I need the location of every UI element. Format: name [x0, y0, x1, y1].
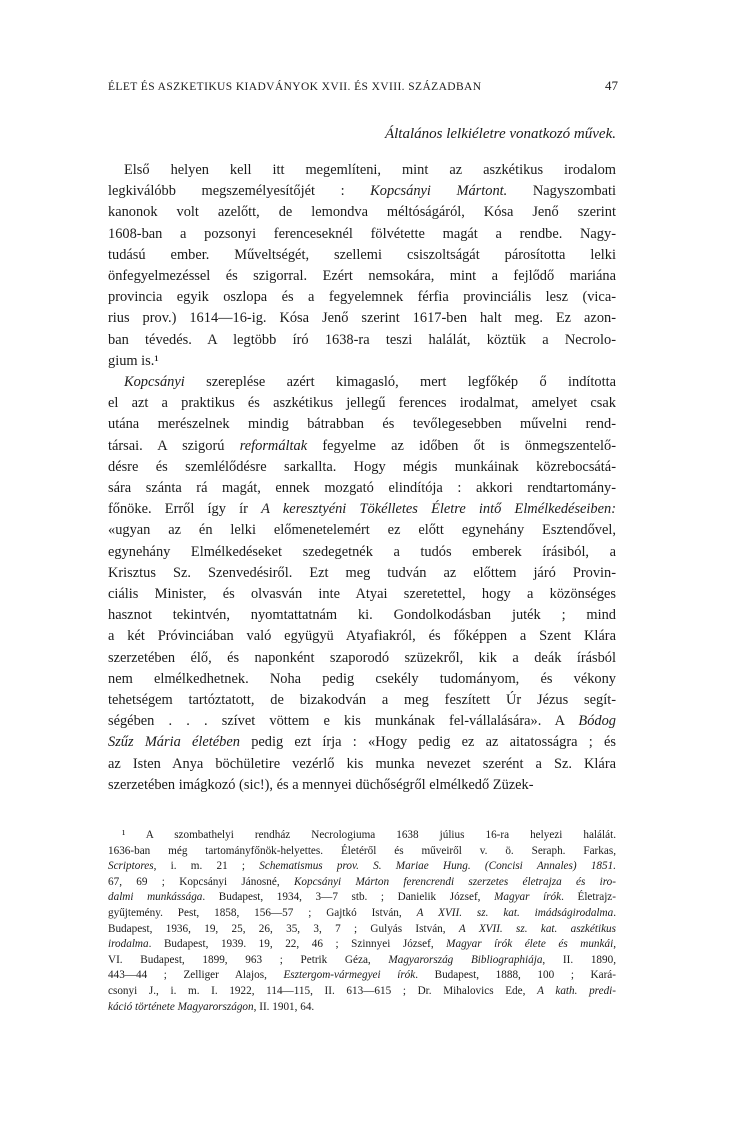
body-line [108, 563, 616, 584]
text-run: a két Próvinciában való együgyü Atyafiakról, és főképpen a Szent Klára [108, 628, 616, 645]
text-run: . Életrajz- [561, 891, 616, 904]
text-run: 443—44 ; Zelliger Alajos, [108, 969, 284, 982]
body-line [108, 436, 616, 457]
text-run: , [613, 938, 616, 951]
footnotes [108, 828, 616, 1015]
text-run: az Isten Anya böchületire vezérlő kis munka nevezet szerént a Sz. Klára [108, 755, 616, 772]
body-line [108, 605, 616, 626]
footnote-line [108, 922, 616, 938]
text-run: utána merészelnek mindig bátrabban és tevőlegesebben művelni rend- [108, 416, 616, 433]
italic-text: reformáltak [239, 437, 308, 454]
body-line [108, 457, 616, 478]
italic-text: Scriptores [108, 860, 154, 873]
italic-text: Kopcsányi Mártont. [370, 183, 508, 200]
italic-text: Schematismus prov. S. Mariae Hung. (Concisi Annales) 1851. [259, 860, 617, 873]
text-run: szerzetében imágkozó (sic!), és a mennyei düchőségről elmélkedő Züzek- [108, 776, 534, 793]
text-run: kanonok volt azelőtt, de lemondva méltóságáról, Kósa Jenő szerint [108, 204, 616, 221]
text-run: . [613, 906, 616, 919]
text-run: ¹ A szombathelyi rendház Necrologiuma 1638 július 16-ra helyezi halálát. [122, 829, 616, 841]
body-line [108, 160, 616, 181]
body-line [108, 181, 616, 202]
body-line [108, 520, 616, 541]
footnote-line [108, 875, 616, 891]
body-line [108, 669, 616, 690]
text-run: ban tévedés. A legtöbb író 1638-ra teszi halálát, köztük a Necrolo- [108, 331, 616, 348]
footnote-line [108, 859, 616, 875]
body-line [108, 711, 616, 732]
body-line [108, 202, 616, 223]
text-run: ségében . . . szívet vöttem e kis munkának fel-vállalására». A [108, 713, 579, 730]
body-line [108, 690, 616, 711]
body-text [108, 160, 616, 796]
body-line [108, 351, 616, 372]
text-run: el azt a praktikus és aszkétikus jellegű ferences irodalmat, amelyet csak [108, 395, 616, 412]
text-run: nem elmélkedhetnek. Noha pedig csekély tudományom, és vékony [108, 670, 616, 687]
text-run: ciális Minister, és olvasván inte Atyai szeretettel, hogy a közönséges [108, 586, 616, 603]
body-line [108, 393, 616, 414]
body-line [108, 330, 616, 351]
text-run: désre és szemlélődésre sarkallta. Hogy mégis munkáinak közrebocsátá- [108, 458, 616, 475]
running-head [108, 78, 618, 94]
text-run: Budapest, 1936, 19, 25, 26, 35, 3, 7 ; Gulyás István, [108, 922, 459, 935]
body-line [108, 266, 616, 287]
body-line [108, 626, 616, 647]
italic-text: dalmi munkássága [108, 891, 203, 904]
body-line [108, 245, 616, 266]
text-run: 67, 69 ; Kopcsányi Jánosné, [108, 875, 294, 888]
body-line [108, 287, 616, 308]
text-run: egynehány Elmélkedéseket szedegetnék a tudós emberek írásiból, a [108, 543, 616, 560]
text-run: gium is.¹ [108, 352, 159, 369]
text-run: VI. Budapest, 1899, 963 ; Petrik Géza, [108, 953, 389, 966]
body-line [108, 499, 616, 520]
text-run: tehetségem tartóztatott, de bizakodván a meg feszített Úr Jézus segít- [108, 692, 616, 709]
italic-text: Esztergom-vármegyei írók [283, 969, 416, 982]
text-run: rius prov.) 1614—16-ig. Kósa Jenő szerint 1617-ben halt meg. Ez azon- [108, 310, 616, 327]
text-run: szerzetében élő, és naponként szaporodó szüzekről, kik a deák írásból [108, 649, 616, 666]
body-line [108, 584, 616, 605]
italic-text: Magyarország Bibliographiája [388, 953, 543, 966]
body-line [108, 478, 616, 499]
text-run: . Budapest, 1934, 3—7 stb. ; Danielik József, [202, 891, 495, 904]
italic-text: A keresztyéni Tökélletes Életre intő Elmélkedéseiben: [261, 501, 617, 518]
body-line [108, 754, 616, 775]
footnote-line [108, 968, 616, 984]
text-run: legkiválóbb megszemélyesítőjét : [108, 183, 371, 200]
italic-text: irodalma [108, 938, 149, 951]
italic-text: A XVII. sz. kat. aszkétikus [458, 922, 616, 935]
italic-text: Magyar írók élete és munkái [446, 938, 614, 951]
text-run: sára szánta rá magát, ennek mozgató elindítója : akkori rendtartomány- [108, 480, 616, 497]
text-run: , i. m. 21 ; [153, 860, 260, 873]
text-run: . Budapest, 1939. 19, 22, 46 ; Szinnyei József, [148, 938, 447, 951]
body-line [108, 732, 616, 753]
text-run: provincia egyik oszlopa és a fegyelemnek férfia provinciális lesz (vica- [108, 289, 616, 306]
italic-text: Kopcsányi Márton ferencrendi szerzetes életrajza és iro- [293, 875, 616, 888]
footnote-line [108, 1000, 616, 1016]
body-line [108, 542, 616, 563]
body-line [108, 308, 616, 329]
text-run: önfegyelmezéssel és szigorral. Ezért nemsokára, mint a fejlődő mariána [108, 268, 616, 285]
text-run: . Budapest, 1888, 100 ; Kará- [415, 969, 616, 982]
text-run: pedig ezt írja : «Hogy pedig ez az aitatosságra ; és [239, 734, 616, 751]
footnote-line [108, 890, 616, 906]
page-number: 47 [605, 78, 618, 93]
footnote-line [108, 844, 616, 860]
text-run: tudású ember. Műveltségét, szellemi csiszoltságát párosította lelki [108, 246, 616, 263]
footnote-line [108, 906, 616, 922]
text-run: gyűjtemény. Pest, 1858, 156—57 ; Gajtkó István, [108, 906, 417, 919]
text-run: fegyelme az időben őt is önmegszentelő- [307, 437, 616, 454]
body-line [108, 414, 616, 435]
text-run: Első helyen kell itt megemlíteni, mint az aszkétikus irodalom [124, 162, 616, 178]
italic-text: káció története Magyarországon [108, 1000, 254, 1013]
italic-text: A XVII. sz. kat. imádságirodalma [416, 906, 614, 919]
text-run: 1636-ban még tartományfőnök-helyettes. Életéről és műveiről v. ö. Seraph. Farkas, [108, 844, 616, 857]
text-run: főnöke. Erről így ír [108, 501, 262, 518]
text-run: Nagyszombati [507, 183, 616, 200]
footnote-line [108, 937, 616, 953]
running-title: ÉLET ÉS ASZKETIKUS KIADVÁNYOK XVII. ÉS XVIII. SZÁZADBAN [108, 81, 482, 93]
footnote-line [108, 828, 616, 844]
text-run: csonyi J., i. m. I. 1922, 114—115, II. 613—615 ; Dr. Mihalovics Ede, [108, 984, 538, 997]
text-run: társai. A szigorú [108, 437, 240, 454]
text-run: «ugyan az én lelki előmenetelemért ez előtt egynehány Esztendővel, [108, 522, 616, 539]
body-line [108, 372, 616, 393]
text-run: , II. 1890, [542, 953, 617, 966]
body-line [108, 648, 616, 669]
text-run: 1608-ban a pozsonyi ferenceseknél fölvétette magát a rendbe. Nagy- [108, 225, 616, 242]
italic-text: Kopcsányi [124, 374, 185, 391]
body-line [108, 224, 616, 245]
text-run: szereplése azért kimagasló, mert legfőkép ő indította [184, 374, 616, 391]
italic-text: Szűz Mária életében [108, 734, 240, 751]
text-run: Krisztus Sz. Szenvedésiről. Ezt meg tudván az előttem járó Provin- [108, 564, 616, 581]
italic-text: A kath. predi- [537, 984, 616, 997]
footnote-line [108, 953, 616, 969]
footnote-line [108, 984, 616, 1000]
italic-text: Bódog [578, 713, 616, 730]
body-line [108, 775, 616, 796]
text-run: , II. 1901, 64. [253, 1000, 315, 1013]
section-heading: Általános lelkiéletre vonatkozó művek. [384, 126, 616, 142]
italic-text: Magyar írók [494, 891, 562, 904]
text-run: hasznot tekintvén, nyomtattatnám ki. Gondolkodásban juték ; mind [108, 607, 616, 624]
